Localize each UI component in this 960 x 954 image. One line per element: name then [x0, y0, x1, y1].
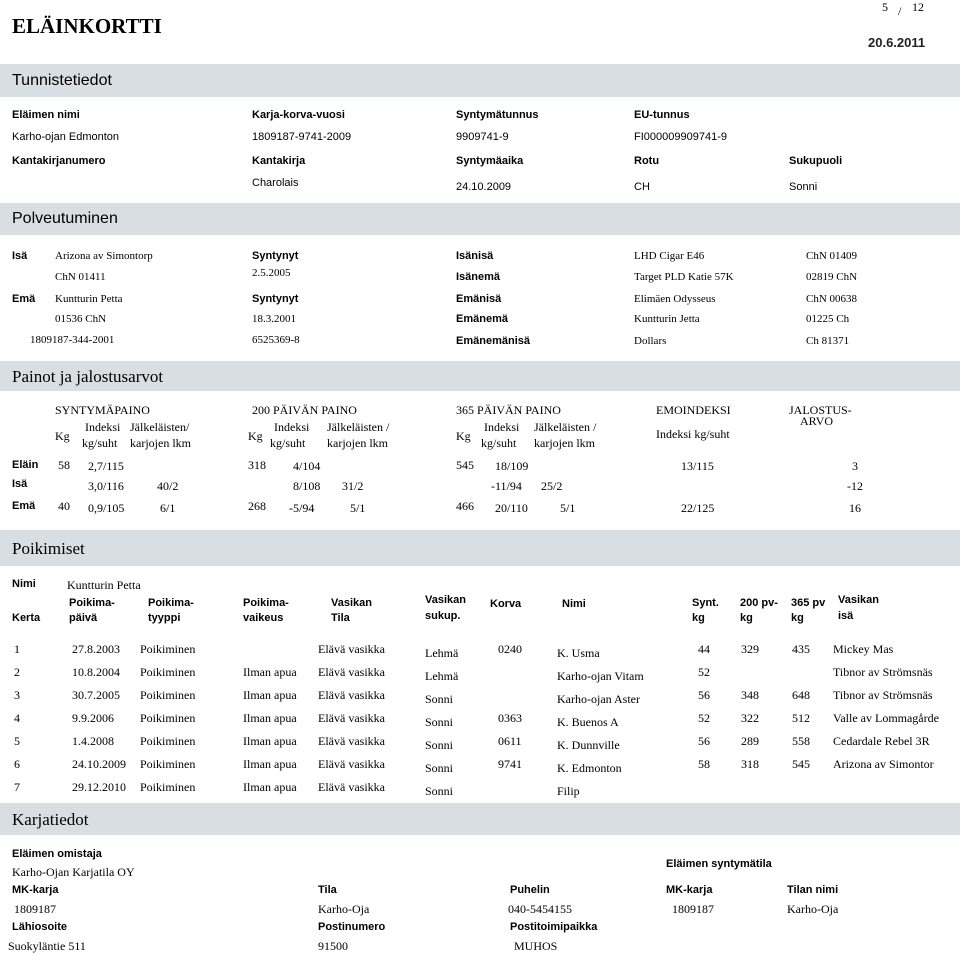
- value-isanisa-name: LHD Cigar E46: [634, 250, 705, 262]
- calving-isa-cell: Valle av Lommagårde: [833, 711, 939, 725]
- col-365pv-1: 365 pv: [791, 597, 826, 609]
- calving-vaikeus-cell: Ilman apua: [243, 734, 297, 748]
- sub-kg: Kg: [248, 429, 263, 443]
- weight-cell: -5/94: [289, 501, 315, 515]
- sub-karjojen: karjojen lkm: [130, 436, 191, 450]
- weight-cell: 3: [852, 459, 858, 473]
- weight-cell: 3,0/116: [88, 479, 124, 493]
- page-total: 12: [912, 0, 924, 14]
- sub-kg: Kg: [55, 429, 70, 443]
- weight-cell: -12: [847, 479, 863, 493]
- calving-synt-cell: 52: [698, 711, 710, 725]
- group-syntymapaino: SYNTYMÄPAINO: [55, 403, 150, 417]
- weight-cell: 318: [248, 458, 266, 472]
- label-syntymatila: Eläimen syntymätila: [666, 858, 772, 870]
- weight-cell: 268: [248, 499, 266, 513]
- section-poikimiset: [0, 530, 960, 566]
- row-label-elain: Eläin: [12, 459, 39, 471]
- calving-vaikeus-cell: Ilman apua: [243, 711, 297, 725]
- value-isa-date: 2.5.2005: [252, 267, 291, 279]
- value-elaimen-nimi: Karho-ojan Edmonton: [12, 131, 120, 143]
- label-karja-korva-vuosi: Karja-korva-vuosi: [252, 109, 345, 121]
- calving-date-cell: 9.9.2006: [72, 711, 114, 725]
- label-mk-karja: MK-karja: [12, 884, 59, 896]
- label-eu-tunnus: EU-tunnus: [634, 109, 690, 121]
- value-postinumero: 91500: [318, 939, 348, 953]
- weight-cell: 545: [456, 458, 474, 472]
- weight-cell: 5/1: [560, 501, 576, 515]
- value-ema-id: 1809187-344-2001: [30, 334, 115, 346]
- calving-tila-cell: Elävä vasikka: [318, 688, 385, 702]
- calving-kerta-cell: 7: [14, 780, 20, 794]
- value-ema-name: Kuntturin Petta: [55, 293, 123, 305]
- calving-date-cell: 27.8.2003: [72, 642, 120, 656]
- calving-sukup-cell: Sonni: [425, 738, 454, 752]
- print-date: 20.6.2011: [868, 35, 926, 50]
- col-vasikan-isa-2: isä: [838, 610, 854, 622]
- calving-date-cell: 24.10.2009: [72, 757, 126, 771]
- col-vasikan-tila-2: Tila: [331, 612, 350, 624]
- calving-p200-cell: 329: [741, 642, 759, 656]
- calving-nimi-cell: Karho-ojan Vitam: [557, 669, 644, 683]
- calving-nimi-cell: K. Edmonton: [557, 761, 622, 775]
- calving-synt-cell: 56: [698, 734, 710, 748]
- calving-sukup-cell: Lehmä: [425, 646, 459, 660]
- calving-synt-cell: 44: [698, 642, 710, 656]
- calving-tila-cell: Elävä vasikka: [318, 642, 385, 656]
- calving-tyyppi-cell: Poikiminen: [140, 757, 196, 771]
- label-rotu: Rotu: [634, 155, 660, 167]
- calving-tyyppi-cell: Poikiminen: [140, 688, 196, 702]
- weight-cell: 5/1: [350, 501, 366, 515]
- col-vasikan-sukup-2: sukup.: [425, 610, 461, 622]
- calving-sukup-cell: Sonni: [425, 715, 454, 729]
- weight-cell: 40: [58, 499, 70, 513]
- calving-p365-cell: 558: [792, 734, 810, 748]
- section-karjatiedot: [0, 803, 960, 835]
- calving-vaikeus-cell: Ilman apua: [243, 757, 297, 771]
- label-syntymatunnus: Syntymätunnus: [456, 109, 539, 121]
- calving-p365-cell: 648: [792, 688, 810, 702]
- label-nimi: Nimi: [12, 578, 36, 590]
- calving-nimi-cell: K. Buenos A: [557, 715, 619, 729]
- calving-date-cell: 10.8.2004: [72, 665, 120, 679]
- col-365pv-2: kg: [791, 612, 804, 624]
- calving-tila-cell: Elävä vasikka: [318, 780, 385, 794]
- label-tila: Tila: [318, 884, 337, 896]
- calving-date-cell: 29.12.2010: [72, 780, 126, 794]
- group-365-paivan-paino: 365 PÄIVÄN PAINO: [456, 403, 561, 417]
- calving-kerta-cell: 6: [14, 757, 20, 771]
- calving-sukup-cell: Lehmä: [425, 669, 459, 683]
- calving-vaikeus-cell: Ilman apua: [243, 780, 297, 794]
- calving-tyyppi-cell: Poikiminen: [140, 665, 196, 679]
- label-syntymaaika: Syntymäaika: [456, 155, 524, 167]
- value-syntymaaika: 24.10.2009: [456, 181, 512, 193]
- value-syntymatunnus: 9909741-9: [456, 131, 509, 143]
- value-tilan-nimi: Karho-Oja: [787, 902, 839, 916]
- value-puhelin: 040-5454155: [508, 902, 572, 916]
- calving-date-cell: 1.4.2008: [72, 734, 114, 748]
- page-separator: /: [898, 4, 902, 18]
- label-tilan-nimi: Tilan nimi: [787, 884, 839, 896]
- group-200-paivan-paino: 200 PÄIVÄN PAINO: [252, 403, 357, 417]
- value-postitoimipaikka: MUHOS: [514, 939, 558, 953]
- calving-tila-cell: Elävä vasikka: [318, 734, 385, 748]
- calving-p200-cell: 322: [741, 711, 759, 725]
- sub-kgsuht: kg/suht: [270, 436, 306, 450]
- sub-jalkelaisten: Jälkeläisten/: [130, 420, 190, 434]
- sub-jalkelaisten: Jälkeläisten /: [534, 420, 597, 434]
- section-painot: [0, 361, 960, 391]
- calving-tila-cell: Elävä vasikka: [318, 665, 385, 679]
- calving-p200-cell: 289: [741, 734, 759, 748]
- calving-p200-cell: 318: [741, 757, 759, 771]
- calving-synt-cell: 58: [698, 757, 710, 771]
- calving-p365-cell: 512: [792, 711, 810, 725]
- calving-date-cell: 30.7.2005: [72, 688, 120, 702]
- calving-tyyppi-cell: Poikiminen: [140, 734, 196, 748]
- weight-cell: 18/109: [495, 459, 529, 473]
- section-title: Karjatiedot: [12, 810, 89, 829]
- calving-tyyppi-cell: Poikiminen: [140, 780, 196, 794]
- value-isanema-name: Target PLD Katie 57K: [634, 271, 734, 283]
- calving-p365-cell: 545: [792, 757, 810, 771]
- sub-karjojen: karjojen lkm: [327, 436, 388, 450]
- col-200pv-2: kg: [740, 612, 753, 624]
- label-isa: Isä: [12, 250, 28, 262]
- value-ema-code: 01536 ChN: [55, 313, 107, 325]
- col-synt-1: Synt.: [692, 597, 719, 609]
- value-nimi: Kuntturin Petta: [67, 578, 141, 592]
- weight-cell: 16: [849, 501, 861, 515]
- label-isa-syntynyt: Syntynyt: [252, 250, 299, 262]
- calving-tyyppi-cell: Poikiminen: [140, 711, 196, 725]
- label-emanemanisa: Emänemänisä: [456, 335, 530, 347]
- label-lahiosoite: Lähiosoite: [12, 921, 68, 933]
- calving-nimi-cell: K. Dunnville: [557, 738, 620, 752]
- calving-korva-cell: 0240: [498, 642, 522, 656]
- col-poikimavaikeus-2: vaikeus: [243, 612, 284, 624]
- sub-kgsuht: kg/suht: [481, 436, 517, 450]
- col-vasikan-tila-1: Vasikan: [331, 597, 372, 609]
- value-ema-date: 18.3.2001: [252, 313, 296, 325]
- col-200pv-1: 200 pv-: [740, 597, 778, 609]
- sub-indeksi: Indeksi: [484, 420, 520, 434]
- calving-tila-cell: Elävä vasikka: [318, 711, 385, 725]
- value-karja-korva-vuosi: 1809187-9741-2009: [252, 131, 352, 143]
- value-mk-karja: 1809187: [14, 902, 56, 916]
- value-isa-name: Arizona av Simontorp: [55, 250, 153, 262]
- calving-kerta-cell: 3: [14, 688, 20, 702]
- weight-cell: 13/115: [681, 459, 714, 473]
- value-mk-karja-2: 1809187: [672, 902, 714, 916]
- col-vasikan-sukup-1: Vasikan: [425, 594, 466, 606]
- value-eu-tunnus: FI000009909741-9: [634, 131, 727, 143]
- label-emanema: Emänemä: [456, 313, 508, 325]
- label-kantakirjanumero: Kantakirjanumero: [12, 155, 106, 167]
- value-isanisa-code: ChN 01409: [806, 250, 858, 262]
- calving-korva-cell: 0363: [498, 711, 522, 725]
- calving-vaikeus-cell: Ilman apua: [243, 688, 297, 702]
- calving-kerta-cell: 5: [14, 734, 20, 748]
- calving-isa-cell: Tibnor av Strömsnäs: [833, 665, 933, 679]
- label-postitoimipaikka: Postitoimipaikka: [510, 921, 598, 933]
- section-polveutuminen: [0, 203, 960, 235]
- weight-cell: 4/104: [293, 459, 321, 473]
- calving-kerta-cell: 2: [14, 665, 20, 679]
- calving-p365-cell: 435: [792, 642, 810, 656]
- calving-nimi-cell: Filip: [557, 784, 580, 798]
- sub-jalkelaisten: Jälkeläisten /: [327, 420, 390, 434]
- label-omistaja: Eläimen omistaja: [12, 848, 102, 860]
- weight-cell: 2,7/115: [88, 459, 124, 473]
- label-puhelin: Puhelin: [510, 884, 550, 896]
- col-poikimapaiva-1: Poikima-: [69, 597, 115, 609]
- col-poikimatyyppi-1: Poikima-: [148, 597, 194, 609]
- group-emoindeksi: EMOINDEKSI: [656, 403, 731, 417]
- col-kerta: Kerta: [12, 612, 41, 624]
- group-jalostusarvo-1: JALOSTUS-: [789, 403, 852, 417]
- calving-sukup-cell: Sonni: [425, 692, 454, 706]
- label-emanisa: Emänisä: [456, 293, 502, 305]
- col-korva: Korva: [490, 598, 522, 610]
- value-emanemanisa-name: Dollars: [634, 335, 667, 347]
- section-title: Poikimiset: [12, 539, 85, 558]
- calving-isa-cell: Mickey Mas: [833, 642, 894, 656]
- document-title: ELÄINKORTTI: [12, 14, 162, 38]
- calving-p200-cell: 348: [741, 688, 759, 702]
- label-mk-karja-2: MK-karja: [666, 884, 713, 896]
- calving-synt-cell: 56: [698, 688, 710, 702]
- weight-cell: 6/1: [160, 501, 176, 515]
- weight-cell: 20/110: [495, 501, 528, 515]
- calving-korva-cell: 0611: [498, 734, 522, 748]
- sub-karjojen: karjojen lkm: [534, 436, 595, 450]
- label-sukupuoli: Sukupuoli: [789, 155, 843, 167]
- calving-sukup-cell: Sonni: [425, 784, 454, 798]
- calving-synt-cell: 52: [698, 665, 710, 679]
- section-title: Tunnistetiedot: [12, 72, 112, 89]
- col-poikimapaiva-2: päivä: [69, 612, 98, 624]
- calving-nimi-cell: K. Usma: [557, 646, 600, 660]
- section-title: Polveutuminen: [12, 210, 118, 227]
- calving-kerta-cell: 4: [14, 711, 20, 725]
- label-ema: Emä: [12, 293, 36, 305]
- value-kantakirja: Charolais: [252, 177, 299, 189]
- value-emanisa-name: Elimäen Odysseus: [634, 293, 716, 305]
- weight-cell: 22/125: [681, 501, 715, 515]
- weight-cell: 58: [58, 458, 70, 472]
- weight-cell: 31/2: [342, 479, 364, 493]
- row-label-isa: Isä: [12, 478, 28, 490]
- col-vasikan-isa-1: Vasikan: [838, 594, 879, 606]
- value-isa-code: ChN 01411: [55, 271, 106, 283]
- sub-indeksi: Indeksi: [85, 420, 121, 434]
- value-tila: Karho-Oja: [318, 902, 370, 916]
- calving-isa-cell: Arizona av Simontor: [833, 757, 934, 771]
- section-tunnistetiedot: [0, 64, 960, 97]
- calving-isa-cell: Tibnor av Strömsnäs: [833, 688, 933, 702]
- sub-kg: Kg: [456, 429, 471, 443]
- section-title: Painot ja jalostusarvot: [12, 367, 164, 386]
- col-poikimatyyppi-2: tyyppi: [148, 612, 181, 624]
- label-elaimen-nimi: Eläimen nimi: [12, 109, 80, 121]
- calving-isa-cell: Cedardale Rebel 3R: [833, 734, 930, 748]
- weight-cell: 40/2: [157, 479, 179, 493]
- calving-korva-cell: 9741: [498, 757, 522, 771]
- row-label-ema: Emä: [12, 500, 36, 512]
- calving-vaikeus-cell: Ilman apua: [243, 665, 297, 679]
- calving-kerta-cell: 1: [14, 642, 20, 656]
- label-isanema: Isänemä: [456, 271, 501, 283]
- calving-tila-cell: Elävä vasikka: [318, 757, 385, 771]
- value-rotu: CH: [634, 181, 650, 193]
- col-synt-2: kg: [692, 612, 705, 624]
- calving-nimi-cell: Karho-ojan Aster: [557, 692, 640, 706]
- value-lahiosoite: Suokyläntie 511: [8, 939, 86, 953]
- value-ema-id2: 6525369-8: [252, 334, 300, 346]
- weight-cell: 8/108: [293, 479, 321, 493]
- weight-cell: 0,9/105: [88, 501, 125, 515]
- calving-sukup-cell: Sonni: [425, 761, 454, 775]
- weight-cell: 25/2: [541, 479, 563, 493]
- col-nimi: Nimi: [562, 598, 586, 610]
- label-isanisa: Isänisä: [456, 250, 494, 262]
- page-current: 5: [882, 0, 888, 14]
- value-sukupuoli: Sonni: [789, 181, 818, 193]
- weight-cell: 466: [456, 499, 474, 513]
- label-ema-syntynyt: Syntynyt: [252, 293, 299, 305]
- value-emanema-code: 01225 Ch: [806, 313, 850, 325]
- value-emanisa-code: ChN 00638: [806, 293, 858, 305]
- value-emanemanisa-code: Ch 81371: [806, 335, 850, 347]
- col-poikimavaikeus-1: Poikima-: [243, 597, 289, 609]
- group-jalostusarvo-2: ARVO: [800, 414, 834, 428]
- label-postinumero: Postinumero: [318, 921, 386, 933]
- calving-tyyppi-cell: Poikiminen: [140, 642, 196, 656]
- label-kantakirja: Kantakirja: [252, 155, 306, 167]
- value-omistaja: Karho-Ojan Karjatila OY: [12, 865, 135, 879]
- sub-indeksi: Indeksi: [274, 420, 310, 434]
- weight-cell: -11/94: [491, 479, 522, 493]
- value-emanema-name: Kuntturin Jetta: [634, 313, 700, 325]
- sub-kgsuht: kg/suht: [82, 436, 118, 450]
- value-isanema-code: 02819 ChN: [806, 271, 858, 283]
- sub-emoindeksi: Indeksi kg/suht: [656, 427, 730, 441]
